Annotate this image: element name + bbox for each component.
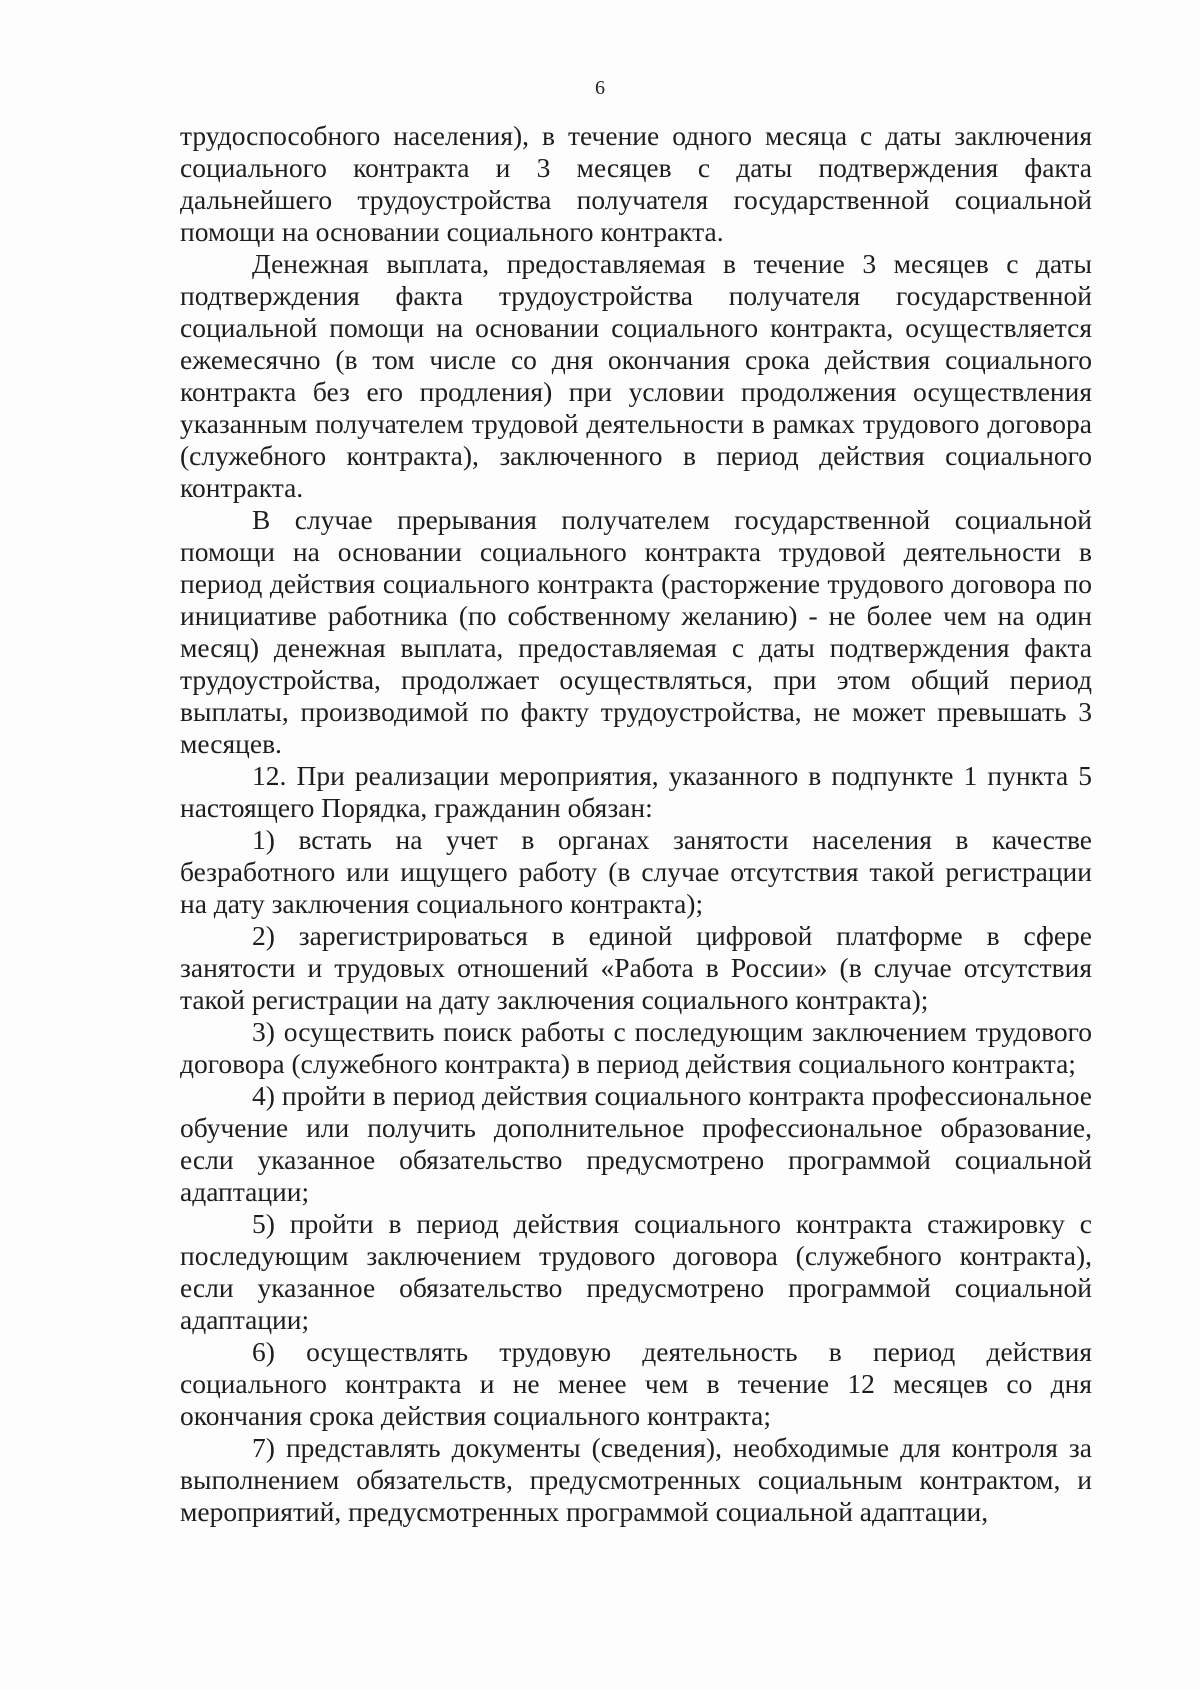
obligation-item-6: 6) осуществлять трудовую деятельность в период действия социального контракта и не менее чем в течение 12 месяцев со дня окончания срока действия социального контракта; xyxy=(180,1336,1092,1431)
obligation-item-3: 3) осуществить поиск работы с последующим заключением трудового договора (служебного контракта) в период действия социального контракта; xyxy=(180,1016,1092,1079)
obligation-item-1: 1) встать на учет в органах занятости населения в качестве безработного или ищущего работу (в случае отсутствия такой регистрации на дату заключения социального контракта); xyxy=(180,824,1092,919)
obligation-item-2: 2) зарегистрироваться в единой цифровой платформе в сфере занятости и трудовых отношений «Работа в России» (в случае отсутствия такой регистрации на дату заключения социального контракта); xyxy=(180,920,1092,1015)
obligation-item-4: 4) пройти в период действия социального контракта профессиональное обучение или получить дополнительное профессиональное образование, если указанное обязательство предусмотрено программой социальной адаптации; xyxy=(180,1080,1092,1207)
paragraph-employment-interruption: В случае прерывания получателем государственной социальной помощи на основании социального контракта трудовой деятельности в период действия социального контракта (расторжение трудового договора по инициативе работника (по собственному желанию) - не более чем на один месяц) денежная выплата, предоставляемая с даты подтверждения факта трудоустройства, продолжает осуществляться, при этом общий период выплаты, производимой по факту трудоустройства, не может превышать 3 месяцев. xyxy=(180,504,1092,759)
document-body xyxy=(180,120,1092,1528)
paragraph-continuation: трудоспособного населения), в течение одного месяца с даты заключения социального контракта и 3 месяцев с даты подтверждения факта дальнейшего трудоустройства получателя государственной социальной помощи на основании социального контракта. xyxy=(180,120,1092,247)
clause-12-intro: 12. При реализации мероприятия, указанного в подпункте 1 пункта 5 настоящего Порядка, гражданин обязан: xyxy=(180,760,1092,823)
obligation-item-5: 5) пройти в период действия социального контракта стажировку с последующим заключением трудового договора (служебного контракта), если указанное обязательство предусмотрено программой социальной адаптации; xyxy=(180,1208,1092,1335)
obligation-item-7: 7) представлять документы (сведения), необходимые для контроля за выполнением обязательств, предусмотренных социальным контрактом, и мероприятий, предусмотренных программой социальной адаптации, xyxy=(180,1432,1092,1527)
page-number: 6 xyxy=(595,77,605,99)
paragraph-monetary-payment: Денежная выплата, предоставляемая в течение 3 месяцев с даты подтверждения факта трудоустройства получателя государственной социальной помощи на основании социального контракта, осуществляется ежемесячно (в том числе со дня окончания срока действия социального контракта без его продления) при условии продолжения осуществления указанным получателем трудовой деятельности в рамках трудового договора (служебного контракта), заключенного в период действия социального контракта. xyxy=(180,248,1092,503)
